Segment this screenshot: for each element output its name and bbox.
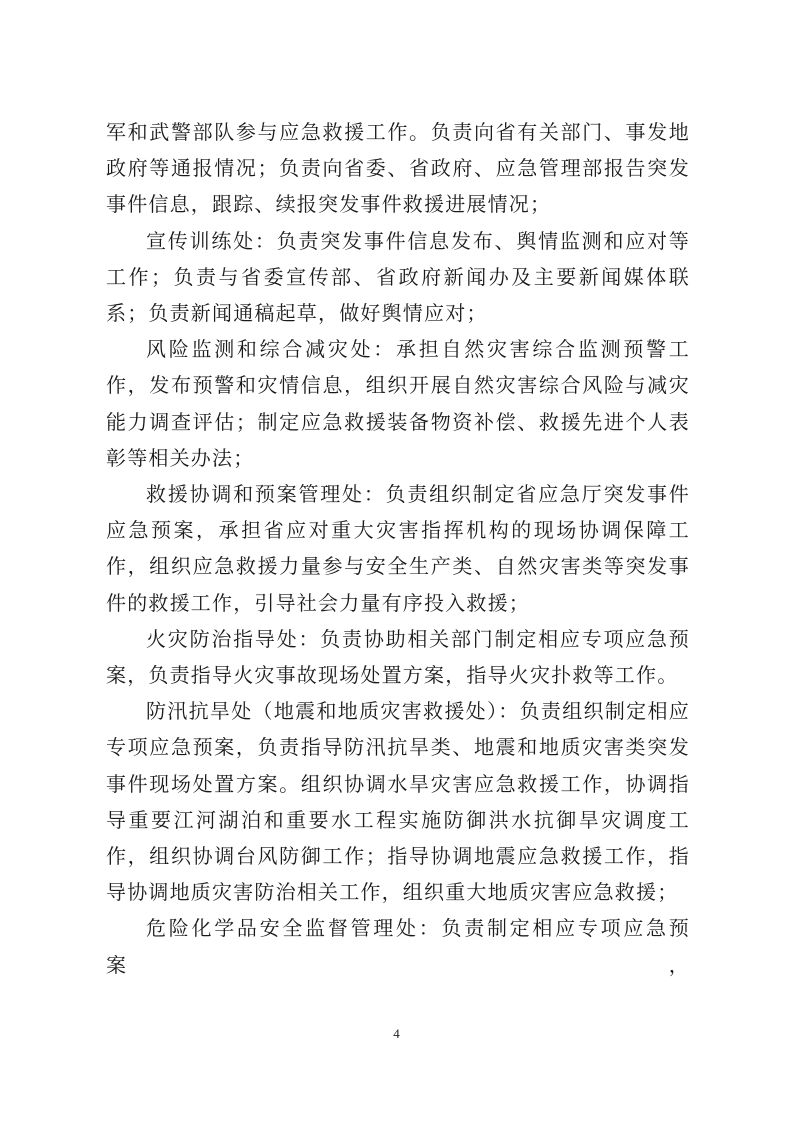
page-number: 4 <box>393 1026 400 1041</box>
paragraph-rescue-coordination: 救援协调和预案管理处：负责组织制定省应急厅突发事件应急预案，承担省应对重大灾害指挥机构的现场协调保障工作，组织应急救援力量参与安全生产类、自然灾害类等突发事件的救援工作，引导社会力量有序投入救援； <box>106 482 690 615</box>
document-body <box>106 114 690 983</box>
paragraph-fire-prevention: 火灾防治指导处：负责协助相关部门制定相应专项应急预案，负责指导火灾事故现场处置方案，指导火灾扑救等工作。 <box>106 626 690 688</box>
paragraph-flood-drought: 防汛抗旱处（地震和地质灾害救援处）：负责组织制定相应专项应急预案，负责指导防汛抗旱类、地震和地质灾害类突发事件现场处置方案。组织协调水旱灾害应急救援工作，协调指导重要江河湖泊和重要水工程实施防御洪水抗御旱灾调度工作，组织协调台风防御工作；指导协调地震应急救援工作，指导协调地质灾害防治相关工作，组织重大地质灾害应急救援； <box>106 699 690 905</box>
paragraph-continued: 军和武警部队参与应急救援工作。负责向省有关部门、事发地政府等通报情况；负责向省委、省政府、应急管理部报告突发事件信息，跟踪、续报突发事件救援进展情况； <box>106 120 690 217</box>
paragraph-publicity-training: 宣传训练处：负责突发事件信息发布、舆情监测和应对等工作；负责与省委宣传部、省政府新闻办及主要新闻媒体联系；负责新闻通稿起草，做好舆情应对； <box>106 228 690 326</box>
paragraph-hazardous-chemicals: 危险化学品安全监督管理处：负责制定相应专项应急预案， <box>106 916 690 977</box>
paragraph-risk-monitoring: 风险监测和综合减灾处：承担自然灾害综合监测预警工作，发布预警和灾情信息，组织开展自然灾害综合风险与减灾能力调查评估；制定应急救援装备物资补偿、救援先进个人表彰等相关办法； <box>106 337 690 470</box>
